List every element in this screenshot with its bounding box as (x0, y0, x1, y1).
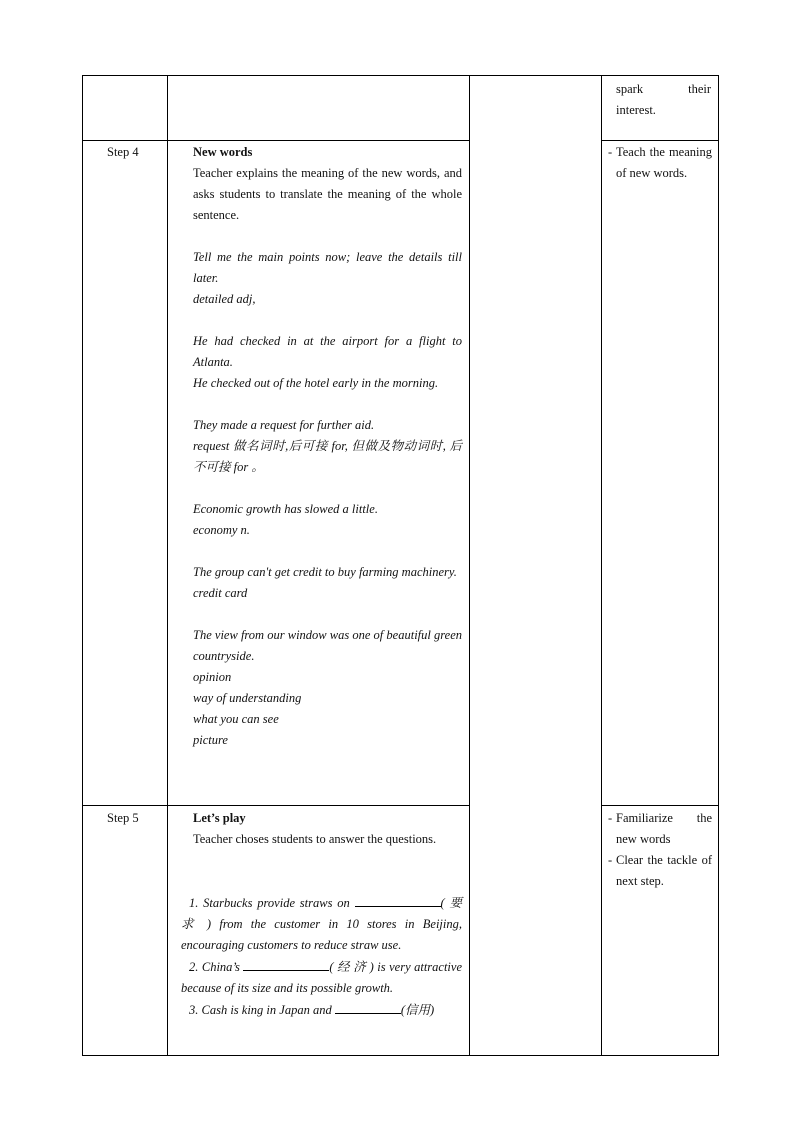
example-note: detailed adj, (193, 292, 256, 306)
step5-title: Let’s play (193, 811, 246, 825)
row-divider-2 (82, 805, 470, 806)
column-divider-1 (167, 75, 168, 1056)
question-hint: (信用) (400, 1003, 435, 1017)
example-sentence: Tell me the main points now; leave the details till later. (193, 250, 462, 285)
row-divider-1-right (601, 140, 719, 141)
step5-label: Step 5 (107, 811, 139, 825)
table-border-bottom (82, 1055, 719, 1056)
purpose-bullet: - Teach the meaning of new words. (608, 142, 712, 184)
example-sentence: The group can't get credit to buy farming machinery. (193, 565, 457, 579)
row-divider-1 (82, 140, 470, 141)
column-divider-3 (601, 75, 602, 1056)
step4-intro: Teacher explains the meaning of the new words, and asks students to translate the meaning of the whole sentence. (193, 166, 462, 222)
example-note: request 做名词时,后可接 for, 但做及物动词时, 后不可接 for 。 (193, 439, 462, 474)
example-note: what you can see (193, 712, 279, 726)
row0-purpose-cell (616, 79, 711, 121)
table-border-right (718, 75, 719, 1056)
question-item (181, 999, 462, 1021)
row-divider-2-right (601, 805, 719, 806)
step5-purpose-cell (608, 808, 712, 892)
question-rest: is very attractive because of its size and its possible growth. (181, 960, 463, 995)
step4-purpose-cell (608, 142, 712, 184)
question-hint: ( 要 求 ) (181, 896, 462, 931)
example-note: picture (193, 733, 228, 747)
question-item (181, 892, 462, 956)
question-rest: from the customer in 10 stores in Beijing, encouraging customers to reduce straw use. (181, 917, 463, 952)
example-note: economy n. (193, 523, 250, 537)
example-note: opinion (193, 670, 232, 684)
question-lead: 1. Starbucks provide straws on (189, 896, 350, 910)
table-border-left (82, 75, 83, 1056)
answer-blank[interactable] (243, 956, 329, 971)
example-note: credit card (193, 586, 248, 600)
purpose-line: spark their (616, 82, 711, 96)
example-note: way of understanding (193, 691, 302, 705)
question-lead: 2. China’s (189, 960, 240, 974)
step5-questions (181, 892, 462, 1021)
step4-activity-cell (193, 142, 462, 751)
example-sentence: The view from our window was one of beautiful green countryside. (193, 628, 462, 663)
step5-intro: Teacher choses students to answer the questions. (193, 832, 437, 846)
answer-blank[interactable] (335, 999, 401, 1014)
question-hint: ( 经 济 ) (329, 960, 374, 974)
example-sentence: Economic growth has slowed a little. (193, 502, 378, 516)
purpose-bullet: - Familiarize the new words (608, 808, 712, 850)
step4-label: Step 4 (107, 145, 139, 159)
step5-activity-head (193, 808, 462, 850)
question-lead: 3. Cash is king in Japan and (189, 1003, 332, 1017)
answer-blank[interactable] (355, 892, 441, 907)
question-item (181, 956, 462, 999)
purpose-bullet: - Clear the tackle of next step. (608, 850, 712, 892)
column-divider-2 (469, 75, 470, 1056)
example-sentence: They made a request for further aid. (193, 418, 375, 432)
purpose-line: interest. (616, 103, 656, 117)
table-border-top (82, 75, 719, 76)
step4-title: New words (193, 145, 253, 159)
example-sentence: He checked out of the hotel early in the morning. (193, 376, 439, 390)
example-sentence: He had checked in at the airport for a flight to Atlanta. (193, 334, 462, 369)
